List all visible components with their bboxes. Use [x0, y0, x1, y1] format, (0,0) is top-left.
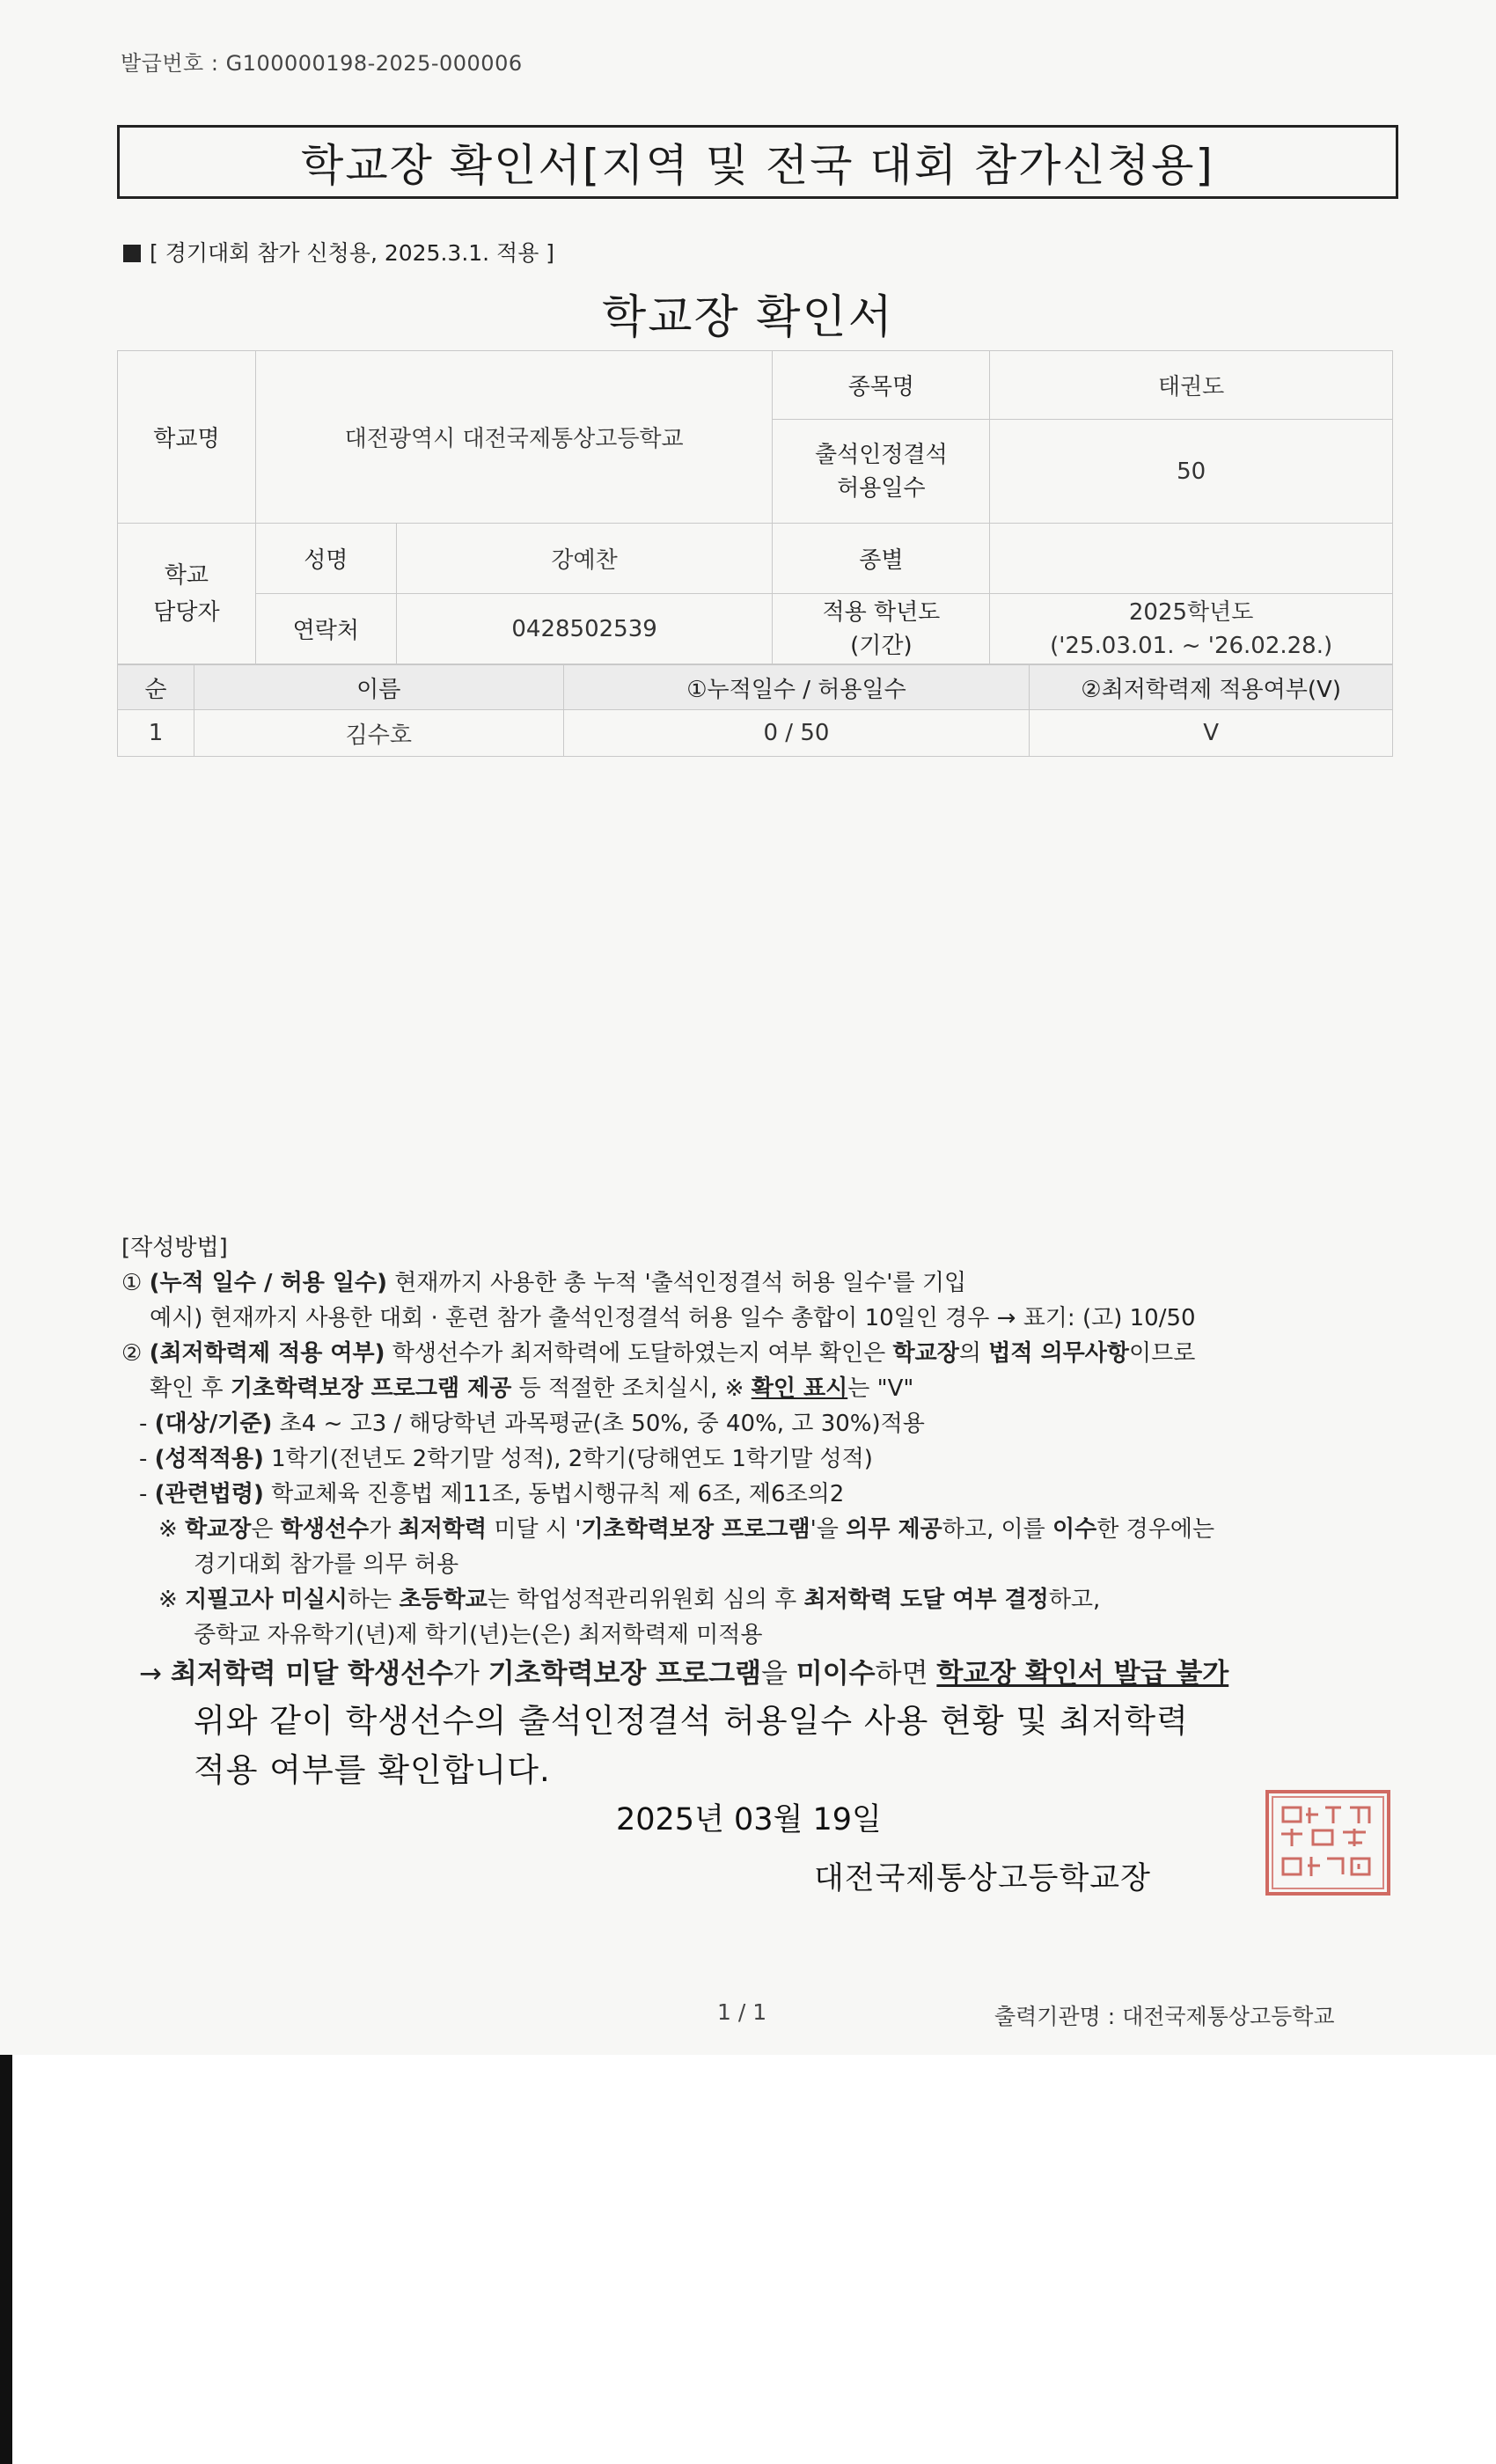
student-list-table [117, 664, 1393, 757]
guide-note-2-cont: 중학교 자유학기(년)제 학기(년)는(은) 최저학력제 미적용 [194, 1622, 763, 1648]
confirmation-statement [194, 1697, 1189, 1795]
sport-label: 종목명 [773, 351, 990, 420]
name-label: 성명 [255, 524, 396, 594]
guide-note-2: ※ 지필고사 미실시하는 초등학교는 학업성적관리위원회 심의 후 최저학력 도달 여부 결정하고, [158, 1587, 1101, 1613]
guide-law: - (관련법령) 학교체육 진흥법 제11조, 동법시행규칙 제 6조, 제6조의2 [139, 1481, 845, 1507]
main-title-text: 학교장 확인서[지역 및 전국 대회 참가신청용] [301, 140, 1214, 191]
list-header-row [118, 665, 1393, 710]
manager-label: 학교 담당자 [118, 524, 256, 664]
guide-title: [작성방법] [121, 1235, 228, 1261]
apply-note-text: [ 경기대회 참가 신청용, 2025.3.1. 적용 ] [150, 240, 555, 266]
row-no: 1 [118, 710, 194, 757]
page-number: 1 / 1 [717, 1999, 767, 2025]
guide-note-1-cont: 경기대회 참가를 의무 허용 [194, 1551, 459, 1578]
contact-value: 0428502539 [396, 594, 773, 664]
col-header-no: 순 [118, 665, 194, 710]
issue-number: 발급번호 : G100000198-2025-000006 [121, 51, 523, 76]
sport-value: 태권도 [990, 351, 1393, 420]
school-seal-icon [1264, 1788, 1392, 1897]
row-name: 김수호 [194, 710, 563, 757]
main-title [117, 125, 1398, 199]
contact-label: 연락처 [255, 594, 396, 664]
sub-title: 학교장 확인서 [602, 291, 894, 344]
signer-name: 대전국제통상고등학교장 [814, 1861, 1151, 1896]
apply-note [123, 236, 554, 268]
row-min-academic: V [1030, 710, 1393, 757]
issue-date: 2025년 03월 19일 [616, 1802, 882, 1837]
writing-guide [121, 1230, 1406, 1695]
guide-grades: - (성적적용) 1학기(전년도 2학기말 성적), 2학기(당해연도 1학기말 성적) [139, 1446, 873, 1472]
info-table [117, 350, 1393, 664]
guide-note-1: ※ 학교장은 학생선수가 최저학력 미달 시 '기초학력보장 프로그램'을 의무 제공하고, 이를 이수한 경우에는 [158, 1516, 1215, 1543]
col-header-days: ①누적일수 / 허용일수 [563, 665, 1030, 710]
square-bullet-icon [123, 245, 141, 262]
guide-example: 예시) 현재까지 사용한 대회 · 훈련 참가 출석인정결석 허용 일수 총합이 10일인 경우 → 표기: (고) 10/50 [150, 1305, 1196, 1331]
row-days: 0 / 50 [563, 710, 1030, 757]
year-value: 2025학년도 ('25.03.01. ~ '26.02.28.) [990, 594, 1393, 664]
gender-value [990, 524, 1393, 594]
allowed-days-label: 출석인정결석 허용일수 [773, 420, 990, 524]
name-value: 강예찬 [396, 524, 773, 594]
table-row [118, 710, 1393, 757]
school-label: 학교명 [118, 351, 256, 524]
allowed-days-value: 50 [990, 420, 1393, 524]
guide-item-1: ① (누적 일수 / 허용 일수) 현재까지 사용한 총 누적 '출석인정결석 허용 일수'를 기입 [121, 1270, 967, 1296]
guide-warning: → 최저학력 미달 학생선수가 기초학력보장 프로그램을 미이수하면 학교장 확인서 발급 불가 [139, 1658, 1229, 1690]
school-value: 대전광역시 대전국제통상고등학교 [255, 351, 773, 524]
confirmation-line-2: 적용 여부를 확인합니다. [194, 1751, 551, 1789]
guide-target: - (대상/기준) 초4 ~ 고3 / 해당학년 과목평균(초 50%, 중 40%, 고 30%)적용 [139, 1411, 925, 1437]
col-header-min-academic: ②최저학력제 적용여부(V) [1030, 665, 1393, 710]
scan-edge [0, 2055, 12, 2464]
output-organization: 출력기관명 : 대전국제통상고등학교 [994, 2004, 1335, 2029]
gender-label: 종별 [773, 524, 990, 594]
confirmation-line-1: 위와 같이 학생선수의 출석인정결석 허용일수 사용 현황 및 최저학력 [194, 1702, 1189, 1740]
guide-item-2-cont: 확인 후 기초학력보장 프로그램 제공 등 적절한 조치실시, ※ 확인 표시는 "V" [150, 1375, 914, 1402]
guide-item-2: ② (최저학력제 적용 여부) 학생선수가 최저학력에 도달하였는지 여부 확인은 학교장의 법적 의무사항이므로 [121, 1340, 1196, 1367]
year-label: 적용 학년도 (기간) [773, 594, 990, 664]
col-header-name: 이름 [194, 665, 563, 710]
